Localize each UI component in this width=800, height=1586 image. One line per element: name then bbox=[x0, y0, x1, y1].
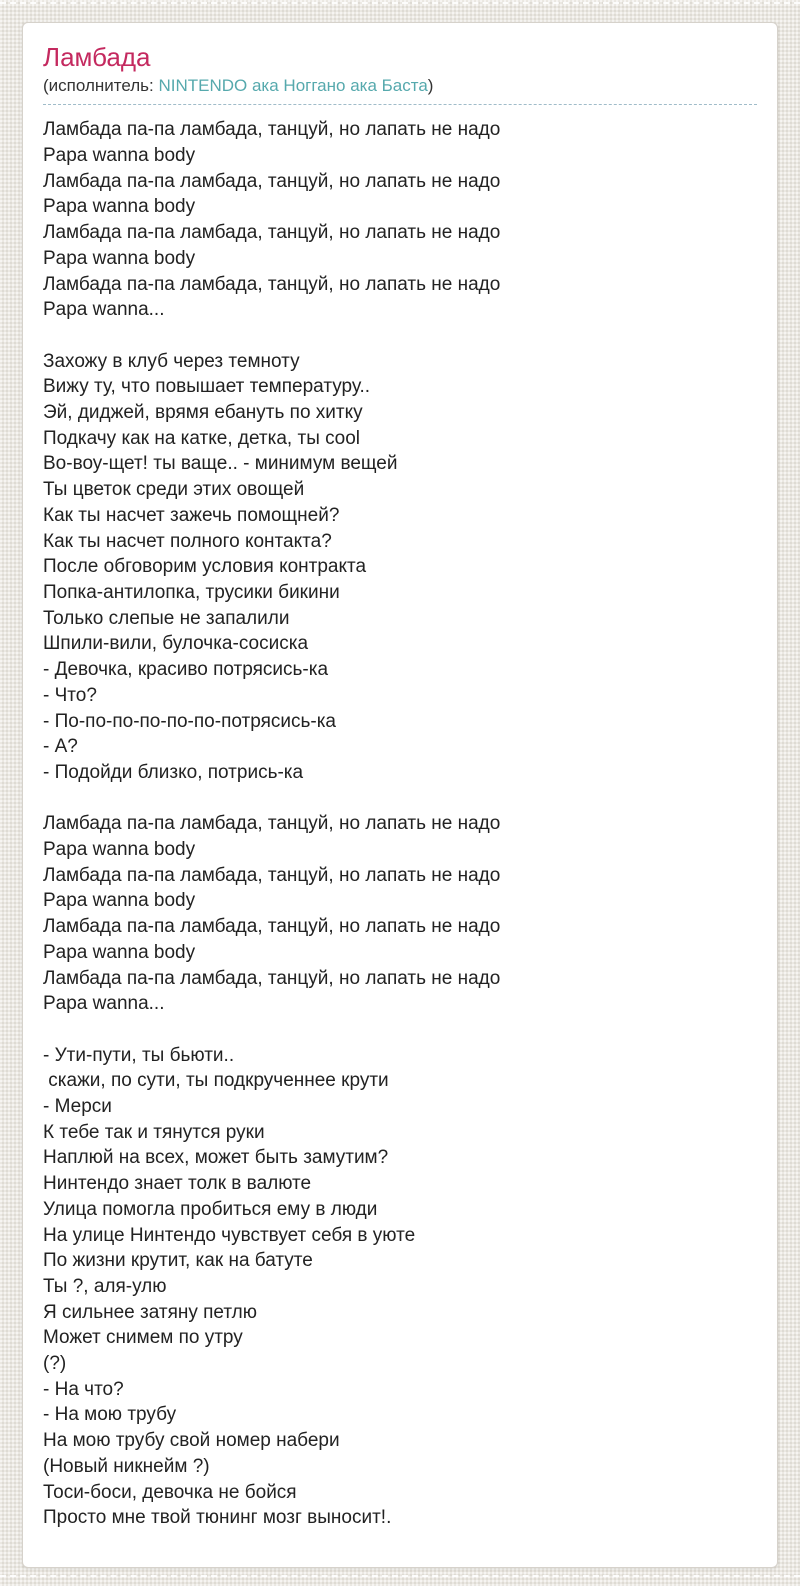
lyric-line: Может снимем по утру bbox=[43, 1327, 243, 1349]
lyric-line: - На что? bbox=[43, 1378, 124, 1400]
lyric-line: Ламбада па-па ламбада, танцуй, но лапать не надо bbox=[43, 813, 501, 835]
lyric-line: Papa wanna... bbox=[43, 993, 165, 1015]
lyric-line: Наплюй на всех, может быть замутим? bbox=[43, 1147, 389, 1169]
lyric-line: Papa wanna body bbox=[43, 196, 196, 218]
lyric-line: Подкачу как на катке, детка, ты cool bbox=[43, 427, 360, 449]
lyric-line: Ламбада па-па ламбада, танцуй, но лапать не надо bbox=[43, 967, 501, 989]
lyric-line: Эй, диджей, врямя ебануть по хитку bbox=[43, 402, 363, 424]
lyric-line: Как ты насчет полного контакта? bbox=[43, 530, 332, 552]
lyric-line: Ты цветок среди этих овощей bbox=[43, 479, 305, 501]
lyric-line: Ламбада па-па ламбада, танцуй, но лапать не надо bbox=[43, 864, 501, 886]
lyric-line: Попка-антилопка, трусики бикини bbox=[43, 582, 340, 603]
lyric-line: Как ты насчет зажечь помощней? bbox=[43, 504, 340, 526]
stitch-line-bottom bbox=[0, 1575, 800, 1577]
artist-label-close: ) bbox=[427, 76, 434, 96]
content-card bbox=[22, 22, 778, 1568]
song-title: Ламбада bbox=[43, 42, 151, 72]
stitch-line-top bbox=[0, 2, 800, 4]
lyric-line: Во-воу-щет! ты ваще.. - минимум вещей bbox=[43, 453, 398, 475]
lyric-line: По жизни крутит, как на батуте bbox=[43, 1250, 313, 1272]
stanza bbox=[43, 349, 757, 786]
lyric-line: Ламбада па-па ламбада, танцуй, но лапать не надо bbox=[43, 119, 501, 141]
lyric-line: - Девочка, красиво потрясись-ка bbox=[43, 659, 329, 681]
lyric-line: - А? bbox=[43, 736, 78, 758]
lyric-line: На мою трубу свой номер набери bbox=[43, 1430, 340, 1452]
lyric-line: Захожу в клуб через темноту bbox=[43, 350, 300, 372]
lyric-line: Ты ?, аля-улю bbox=[43, 1275, 167, 1297]
lyric-line: Ламбада па-па ламбада, танцуй, но лапать не надо bbox=[43, 273, 501, 295]
lyric-line: К тебе так и тянутся руки bbox=[43, 1121, 265, 1143]
stanza bbox=[43, 117, 757, 323]
lyric-line: (Новый никнейм ?) bbox=[43, 1455, 210, 1477]
lyric-line: Просто мне твой тюнинг мозг выносит!. bbox=[43, 1507, 392, 1529]
lyric-line: Нинтендо знает толк в валюте bbox=[43, 1173, 312, 1195]
lyric-line: - Мерси bbox=[43, 1096, 112, 1118]
stanza bbox=[43, 1043, 757, 1531]
artist-link[interactable]: NINTENDO ака Ноггано ака Баста bbox=[158, 76, 428, 96]
lyrics bbox=[43, 117, 757, 1531]
artist-label: (исполнитель: bbox=[43, 76, 159, 96]
lyric-line: - Что? bbox=[43, 684, 97, 706]
lyric-line: Papa wanna body bbox=[43, 890, 196, 912]
lyric-line: - На мою трубу bbox=[43, 1404, 177, 1426]
lyric-line: Papa wanna body bbox=[43, 941, 196, 963]
lyric-line: После обговорим условия контракта bbox=[43, 556, 367, 578]
lyric-line: Только слепые не запалили bbox=[43, 607, 290, 629]
lyric-line: Я сильнее затяну петлю bbox=[43, 1301, 257, 1323]
song-header bbox=[43, 43, 757, 105]
lyric-line: Papa wanna... bbox=[43, 299, 165, 321]
lyric-line: Вижу ту, что повышает температуру.. bbox=[43, 376, 371, 398]
lyric-line: - По-по-по-по-по-по-потрясись-ка bbox=[43, 710, 336, 732]
lyric-line: Улица помогла пробиться ему в люди bbox=[43, 1198, 378, 1220]
lyric-line: На улице Нинтендо чувствует себя в уюте bbox=[43, 1224, 416, 1246]
lyric-line: Ламбада па-па ламбада, танцуй, но лапать не надо bbox=[43, 170, 501, 192]
stanza bbox=[43, 811, 757, 1017]
lyric-line: Ламбада па-па ламбада, танцуй, но лапать не надо bbox=[43, 916, 501, 938]
lyric-line: скажи, по сути, ты подкрученнее крути bbox=[43, 1070, 389, 1092]
lyric-line: - Подойди близко, потрись-ка bbox=[43, 761, 304, 783]
lyric-line: - Ути-пути, ты бьюти.. bbox=[43, 1044, 235, 1066]
lyric-line: Тоси-боси, девочка не бойся bbox=[43, 1481, 297, 1503]
lyric-line: Papa wanna body bbox=[43, 247, 196, 269]
lyric-line: Papa wanna body bbox=[43, 145, 196, 167]
lyric-line: Шпили-вили, булочка-сосиска bbox=[43, 633, 309, 655]
lyric-line: (?) bbox=[43, 1353, 67, 1375]
lyric-line: Papa wanna body bbox=[43, 839, 196, 861]
lyric-line: Ламбада па-па ламбада, танцуй, но лапать не надо bbox=[43, 222, 501, 244]
artist-line bbox=[43, 75, 757, 96]
